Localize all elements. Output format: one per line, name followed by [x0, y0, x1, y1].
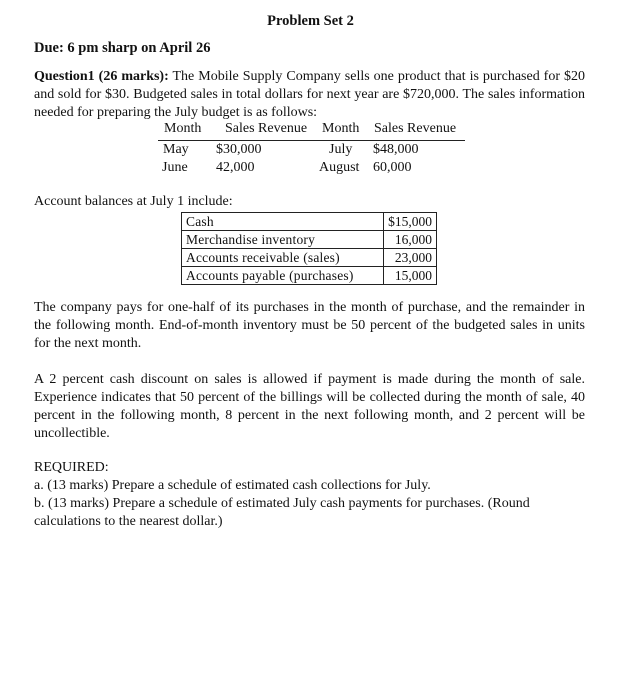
sales-cell: May [163, 142, 189, 157]
due-date: Due: 6 pm sharp on April 26 [34, 40, 211, 56]
sales-header-revenue-2: Sales Revenue [374, 121, 457, 136]
sales-cell: July [329, 142, 353, 157]
balance-label: Merchandise inventory [182, 231, 384, 249]
purchases-paragraph: The company pays for one-half of its purchases in the month of purchase, and the remainder in the following month. End-of-month inventory must be 50 percent of the budgeted sales in units for the next month. [34, 300, 585, 351]
sales-cell: $48,000 [373, 142, 419, 157]
table-row [182, 231, 437, 249]
account-balances-intro: Account balances at July 1 include: [34, 194, 233, 209]
balance-amount: 23,000 [384, 249, 437, 267]
sales-cell: $30,000 [216, 142, 262, 157]
balance-amount: $15,000 [384, 213, 437, 231]
page-title: Problem Set 2 [267, 13, 354, 29]
sales-cell: August [319, 160, 360, 175]
question1-paragraph [34, 68, 585, 122]
balance-amount: 15,000 [384, 267, 437, 285]
question1-text: The Mobile Supply Company sells one product that is purchased for $20 and sold for $30. Budgeted sales in total dollars for next year are $720,000. The sales information needed for preparing the July budget is as follows: [34, 69, 585, 120]
table-row [182, 249, 437, 267]
table-row [182, 213, 437, 231]
required-heading: REQUIRED: [34, 460, 109, 475]
balance-label: Cash [182, 213, 384, 231]
sales-header-month-1: Month [164, 121, 202, 136]
sales-table [158, 121, 465, 181]
sales-cell: 42,000 [216, 160, 255, 175]
question1-label: Question1 (26 marks): [34, 69, 169, 84]
account-balances-table [181, 212, 437, 285]
required-item-a: a. (13 marks) Prepare a schedule of estimated cash collections for July. [34, 478, 431, 493]
sales-header-revenue-1: Sales Revenue [225, 121, 308, 136]
discount-paragraph: A 2 percent cash discount on sales is allowed if payment is made during the month of sale. Experience indicates that 50 percent of the billings will be collected during the month of sale, 40 percent in the following month, 8 percent in the next following month, and 2 percent will be uncollectible. [34, 372, 585, 441]
required-item-b: b. (13 marks) Prepare a schedule of estimated July cash payments for purchases. (Round calculations to the nearest dollar.) [34, 496, 530, 529]
required-section [34, 459, 585, 531]
sales-header-month-2: Month [322, 121, 360, 136]
balance-amount: 16,000 [384, 231, 437, 249]
balance-label: Accounts receivable (sales) [182, 249, 384, 267]
table-row [182, 267, 437, 285]
balance-label: Accounts payable (purchases) [182, 267, 384, 285]
sales-cell: 60,000 [373, 160, 412, 175]
sales-cell: June [162, 160, 188, 175]
